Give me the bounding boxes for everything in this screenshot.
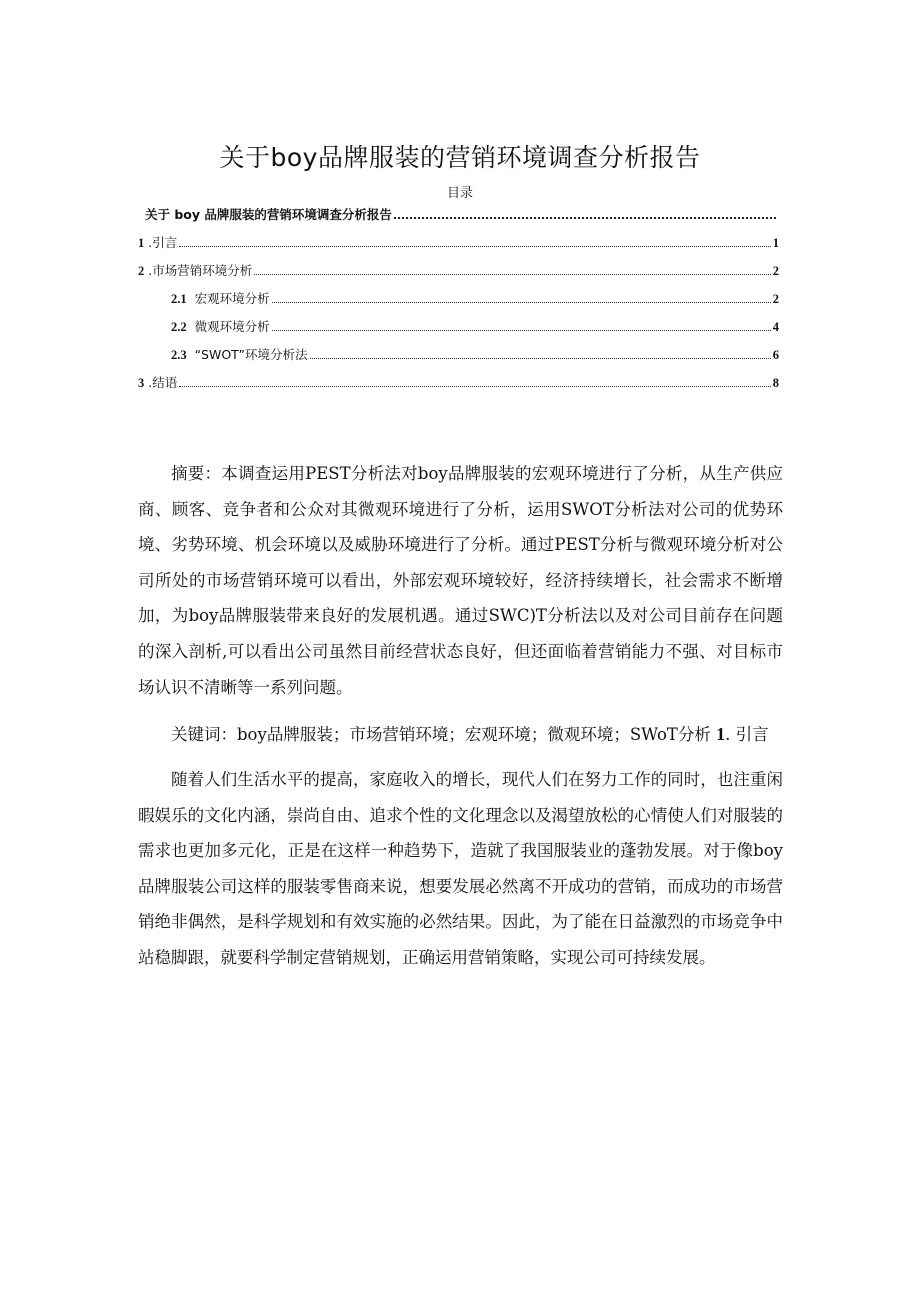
toc-entry-label: 关于 boy 品牌服装的营销环境调查分析报告 (145, 207, 392, 222)
toc-leader-dots (272, 329, 771, 331)
toc-entry-page: 6 (772, 348, 779, 362)
toc-entry-page: 2 (772, 292, 779, 306)
toc-entry-number: 2.3 (171, 348, 187, 362)
toc-leader-dots (254, 273, 771, 275)
toc-entry-number: 2.1 (171, 292, 187, 306)
intro-section-title: . 引言 (725, 725, 769, 744)
abstract-paragraph: 摘要：本调查运用PEST分析法对boy品牌服装的宏观环境进行了分析，从生产供应商、顾客、竞争者和公众对其微观环境进行了分析，运用SWOT分析法对公司的优势环境、劣势环境、机会环境以及威胁环境进行了分析。通过PEST分析与微观环境分析对公司所处的市场营销环境可以看出，外部宏观环境较好，经济持续增长，社会需求不断增加，为boy品牌服装带来良好的发展机遇。通过SWC)T分析法以及对公司目前存在问题的深入剖析,可以看出公司虽然目前经营状态良好，但还面临着营销能力不强、对目标市场认识不清晰等一系列问题。 (138, 464, 783, 697)
toc-leader-dots (179, 245, 771, 247)
toc-entry-3[interactable] (138, 374, 779, 392)
toc-leader-dots (272, 301, 771, 303)
toc-entry-title[interactable] (145, 206, 778, 224)
toc-entry-number: 3 (138, 376, 145, 390)
toc-entry-number: 1 (138, 236, 145, 250)
toc-heading: 目录 (446, 186, 473, 201)
toc-entry-number: 2 (138, 264, 145, 278)
toc-entry-2-1[interactable] (171, 290, 779, 308)
toc-entry-label: .引言 (144, 235, 178, 250)
toc-entry-label: “SWOT”环境分析法 (186, 347, 308, 362)
toc-entry-number: 2.2 (171, 320, 187, 334)
toc-entry-2-2[interactable] (171, 318, 779, 336)
toc-leader-dots (394, 216, 776, 219)
toc-entry-2[interactable] (138, 262, 779, 280)
toc-entry-page: 2 (772, 264, 779, 278)
toc-entry-label: .市场营销环境分析 (144, 263, 253, 278)
toc-leader-dots (310, 357, 771, 359)
keywords-line (138, 717, 783, 753)
intro-section-number: 1 (716, 724, 726, 744)
toc-entry-label: .结语 (144, 375, 178, 390)
keywords-text: 关键词：boy品牌服装；市场营销环境；宏观环境；微观环境；SWoT分析 (171, 725, 711, 744)
toc-entry-page: 8 (772, 376, 779, 390)
intro-paragraph: 随着人们生活水平的提高，家庭收入的增长，现代人们在努力工作的同时，也注重闲暇娱乐的文化内涵，崇尚自由、追求个性的文化理念以及渴望放松的心情使人们对服装的需求也更加多元化，正是在这样一种趋势下，造就了我国服装业的蓬勃发展。对于像boy品牌服装公司这样的服装零售商来说，想要发展必然离不开成功的营销，而成功的市场营销绝非偶然，是科学规划和有效实施的必然结果。因此，为了能在日益激烈的市场竞争中站稳脚跟，就要科学制定营销规划，正确运用营销策略，实现公司可持续发展。 (138, 770, 783, 967)
toc-entry-2-3[interactable] (171, 346, 779, 364)
toc-entry-1[interactable] (138, 234, 779, 252)
toc-leader-dots (179, 385, 771, 387)
toc-entry-page: 4 (772, 320, 779, 334)
document-title: 关于boy品牌服装的营销环境调查分析报告 (219, 143, 701, 172)
toc-entry-label: 宏观环境分析 (186, 291, 270, 306)
toc-entry-label: 微观环境分析 (186, 319, 270, 334)
toc-entry-page: 1 (772, 236, 779, 250)
